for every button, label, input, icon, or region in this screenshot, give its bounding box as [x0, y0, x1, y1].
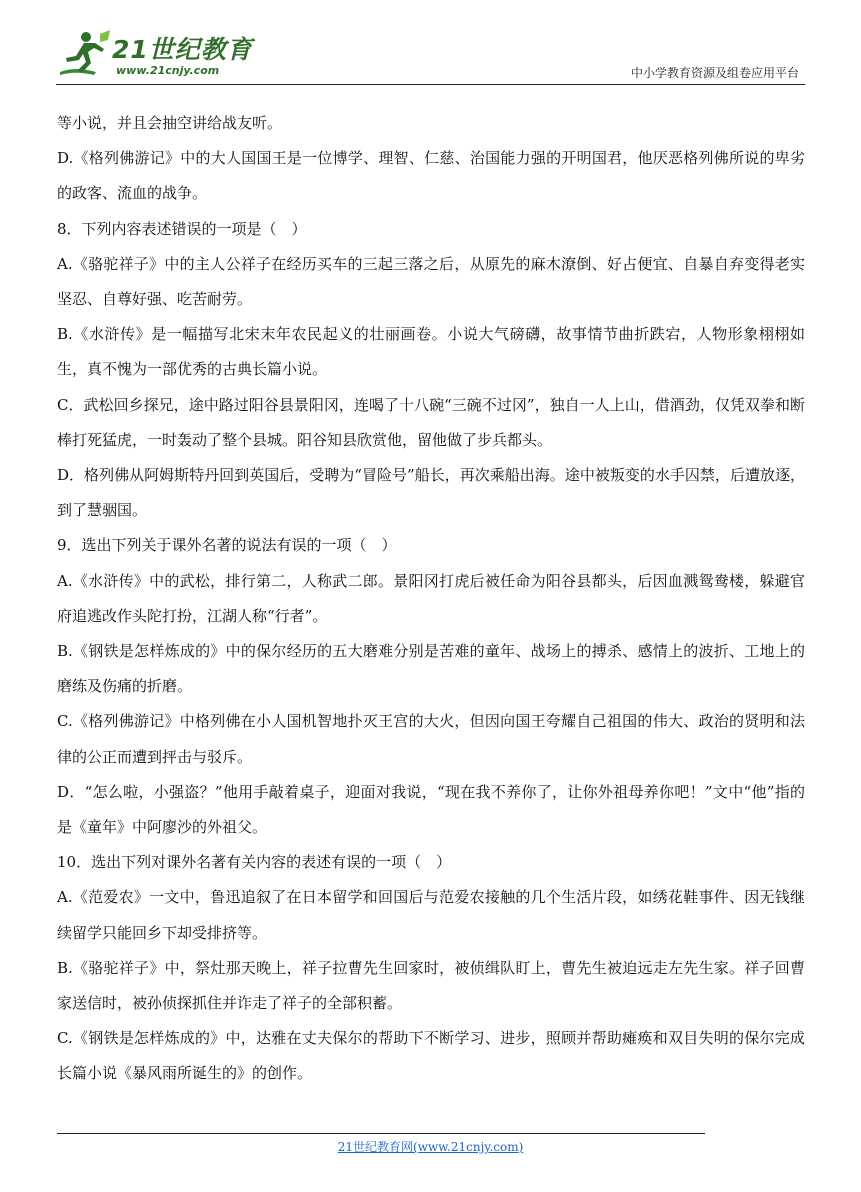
option-a: A.《范爱农》一文中，鲁迅追叙了在日本留学和回国后与范爱农接触的几个生活片段，如绣花鞋事件、因无钱继续留学只能回乡下却受排挤等。 [57, 888, 805, 942]
question-9: 9．选出下列关于课外名著的说法有误的一项（ ） [57, 536, 397, 555]
page-header [0, 0, 861, 92]
site-logo[interactable] [56, 28, 256, 84]
logo-url: www.21cnjy.com [116, 64, 220, 77]
question-8: 8．下列内容表述错误的一项是（ ） [57, 219, 307, 238]
platform-name: 中小学教育资源及组卷应用平台 [630, 66, 799, 80]
header-divider [56, 84, 805, 85]
question-10: 10．选出下列对课外名著有关内容的表述有误的一项（ ） [57, 853, 452, 872]
document-body [57, 106, 805, 1092]
option-c: C.《钢铁是怎样炼成的》中，达雅在丈夫保尔的帮助下不断学习、进步，照顾并帮助瘫痪和双目失明的保尔完成长篇小说《暴风雨所诞生的》的创作。 [57, 1029, 805, 1083]
footer-link[interactable]: 21世纪教育网(www.21cnjy.com) [337, 1140, 524, 1154]
option-b: B.《骆驼祥子》中，祭灶那天晚上，祥子拉曹先生回家时，被侦缉队盯上，曹先生被迫远走左先生家。祥子回曹家送信时，被孙侦探抓住并诈走了祥子的全部积蓄。 [57, 958, 805, 1013]
option-c: C．武松回乡探兄，途中路过阳谷县景阳冈，连喝了十八碗“三碗不过冈”，独自一人上山，借酒劲，仅凭双拳和断棒打死猛虎，一时轰动了整个县城。阳谷知县欣赏他，留他做了步兵都头。 [57, 395, 805, 449]
runner-logo-icon [56, 28, 112, 80]
logo-wordmark: 21世纪教育 [112, 35, 253, 64]
option-b: B.《钢铁是怎样炼成的》中的保尔经历的五大磨难分别是苦难的童年、战场上的搏杀、感情上的波折、工地上的磨练及伤痛的折磨。 [57, 642, 805, 696]
paragraph: 等小说，并且会抽空讲给战友听。 [57, 114, 283, 132]
footer-divider [57, 1133, 705, 1134]
option-c: C.《格列佛游记》中格列佛在小人国机智地扑灭王宫的大火，但因向国王夸耀自己祖国的伟大、政治的贤明和法律的公正而遭到抨击与驳斥。 [57, 712, 805, 766]
option-a: A.《骆驼祥子》中的主人公祥子在经历买车的三起三落之后，从原先的麻木潦倒、好占便宜、自暴自弃变得老实坚忍、自尊好强、吃苦耐劳。 [57, 254, 805, 309]
option-b: B.《水浒传》是一幅描写北宋末年农民起义的壮丽画卷。小说大气磅礴，故事情节曲折跌宕，人物形象栩栩如生，真不愧为一部优秀的古典长篇小说。 [57, 325, 805, 379]
option-d: D．“怎么啦，小强盗？”他用手敲着桌子，迎面对我说，“现在我不养你了，让你外祖母养你吧！”文中“他”指的是《童年》中阿廖沙的外祖父。 [57, 782, 805, 837]
option-a: A.《水浒传》中的武松，排行第二，人称武二郎。景阳冈打虎后被任命为阳谷县都头，后因血溅鸳鸯楼，躲避官府追逃改作头陀打扮，江湖人称“行者”。 [57, 571, 805, 625]
option-d: D．格列佛从阿姆斯特丹回到英国后，受聘为“冒险号”船长，再次乘船出海。途中被叛变的水手囚禁，后遭放逐，到了慧骃国。 [57, 466, 805, 520]
option-d: D.《格列佛游记》中的大人国国王是一位博学、理智、仁慈、治国能力强的开明国君，他厌恶格列佛所说的卑劣的政客、流血的战争。 [57, 149, 805, 203]
